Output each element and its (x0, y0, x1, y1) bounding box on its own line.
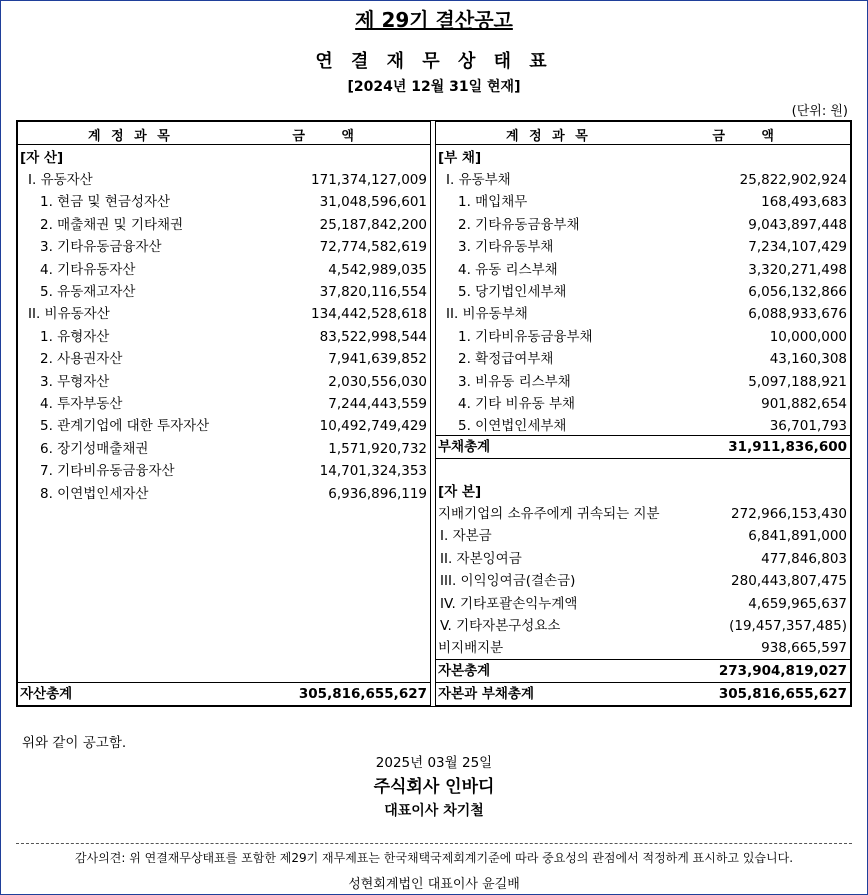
row-value: 10,492,749,429 (319, 418, 427, 435)
grand-total-value: 305,816,655,627 (718, 686, 847, 702)
row-label: I. 자본금 (440, 528, 492, 545)
table-row (436, 393, 850, 415)
notice-text: 위와 같이 공고함. (22, 735, 127, 751)
row-value: 6,088,933,676 (748, 306, 847, 323)
table-row (18, 460, 430, 482)
assets-total-row (18, 683, 430, 705)
row-label: 3. 기타유동금융자산 (40, 239, 162, 256)
table-row (436, 281, 850, 303)
assets-header (18, 122, 430, 145)
row-value: 1,571,920,732 (328, 440, 427, 457)
table-row (18, 281, 430, 303)
statement-title: 연 결 재 무 상 태 표 (315, 51, 553, 72)
row-label: 2. 매출채권 및 기타채권 (40, 216, 184, 233)
row-label: 4. 기타유동자산 (40, 261, 136, 278)
row-label: 5. 관계기업에 대한 투자자산 (40, 418, 210, 435)
table-row (436, 191, 850, 213)
row-label: 2. 사용권자산 (40, 351, 123, 368)
row-label: 2. 기타유동금융부채 (458, 216, 580, 233)
liabilities-total-row (436, 436, 850, 458)
table-row (18, 415, 430, 437)
row-value: 31,048,596,601 (319, 194, 427, 211)
row-label: 3. 비유동 리스부채 (458, 373, 571, 390)
table-row (18, 393, 430, 415)
row-label: IV. 기타포괄손익누계액 (440, 595, 578, 612)
row-label: 4. 투자부동산 (40, 396, 123, 412)
row-label: I. 유동부채 (446, 172, 511, 188)
row-value: 37,820,116,554 (319, 284, 427, 300)
row-label: 7. 기타비유동금융자산 (40, 463, 175, 480)
liabilities-section-label: [부 채] (438, 150, 482, 166)
amount-header: 금 액 (292, 129, 370, 144)
amount-header: 금 액 (712, 129, 790, 144)
row-value: 5,097,188,921 (748, 373, 847, 390)
row-label: 5. 유동재고자산 (40, 284, 136, 300)
table-row (436, 503, 850, 525)
row-value: 25,187,842,200 (319, 216, 427, 233)
unit-label: (단위: 원) (791, 104, 848, 119)
row-value: 6,841,891,000 (748, 528, 847, 545)
liabilities-header (436, 122, 850, 145)
table-row (18, 483, 430, 505)
assets-total-value: 305,816,655,627 (298, 686, 427, 702)
row-label: 지배기업의 소유주에게 귀속되는 지분 (438, 506, 660, 522)
row-value: 272,966,153,430 (731, 506, 847, 522)
row-value: 9,043,897,448 (748, 216, 847, 233)
dashed-divider (16, 843, 852, 844)
table-row (18, 236, 430, 258)
table-row (436, 637, 850, 659)
liabilities-total-bottom-divider (436, 458, 850, 459)
row-label: 8. 이연법인세자산 (40, 485, 149, 502)
liabilities-total-label: 부채총계 (438, 439, 491, 455)
row-value: 6,056,132,866 (748, 284, 847, 300)
row-label: I. 유동자산 (28, 172, 93, 188)
row-value: 36,701,793 (769, 418, 847, 435)
row-value: 4,659,965,637 (748, 595, 847, 612)
table-row (436, 214, 850, 236)
financial-statement-table (16, 120, 852, 707)
row-value: 72,774,582,619 (319, 239, 427, 256)
account-header: 계 정 과 목 (506, 129, 591, 144)
row-value: 3,320,271,498 (748, 261, 847, 278)
row-value: 10,000,000 (769, 328, 847, 345)
table-row (436, 236, 850, 258)
row-value: 938,665,597 (761, 640, 847, 657)
row-value: (19,457,357,485) (729, 618, 847, 634)
row-label: 1. 유형자산 (40, 328, 110, 345)
audit-opinion: 감사의견: 위 연결재무상태표를 포함한 제29기 재무제표는 한국채택국제회계기준에 따라 중요성의 관점에서 적정하게 표시하고 있습니다. (74, 851, 794, 865)
row-label: 6. 장기성매출채권 (40, 440, 149, 457)
row-label: 2. 확정급여부채 (458, 351, 554, 368)
row-label: II. 비유동자산 (28, 306, 110, 323)
table-row (436, 371, 850, 393)
table-row (436, 548, 850, 570)
row-value: 134,442,528,618 (311, 306, 427, 323)
row-label: 4. 유동 리스부채 (458, 261, 558, 278)
row-label: 비지배지분 (438, 640, 504, 657)
assets-section-label: [자 산] (20, 150, 64, 166)
row-label: 3. 무형자산 (40, 373, 110, 390)
row-value: 6,936,896,119 (328, 485, 427, 502)
assets-total-label: 자산총계 (20, 686, 73, 702)
row-label: 1. 기타비유동금융부채 (458, 328, 593, 345)
grand-total-label: 자본과 부채총계 (438, 686, 534, 702)
row-value: 901,882,654 (761, 396, 847, 412)
row-label: 5. 당기법인세부채 (458, 284, 567, 300)
row-value: 7,244,443,559 (328, 396, 427, 412)
table-row (436, 169, 850, 191)
table-row (18, 371, 430, 393)
table-row (18, 348, 430, 370)
row-value: 7,234,107,429 (748, 239, 847, 256)
row-label: 1. 현금 및 현금성자산 (40, 194, 171, 211)
table-row (436, 615, 850, 637)
table-row (436, 326, 850, 348)
row-value: 171,374,127,009 (311, 172, 427, 188)
table-row (18, 191, 430, 213)
row-value: 4,542,989,035 (328, 261, 427, 278)
table-row (18, 214, 430, 236)
ceo-name: 대표이사 차기철 (384, 803, 484, 819)
table-row (436, 348, 850, 370)
table-row (436, 570, 850, 592)
table-row (436, 525, 850, 547)
row-value: 25,822,902,924 (739, 172, 847, 188)
equity-total-label: 자본총계 (438, 663, 491, 679)
row-value: 2,030,556,030 (328, 373, 427, 390)
equity-total-value: 273,904,819,027 (718, 663, 847, 679)
auditor-name: 성현회계법인 대표이사 윤길배 (348, 877, 520, 892)
table-row (18, 326, 430, 348)
liabilities-total-value: 31,911,836,600 (728, 439, 847, 455)
row-label: III. 이익잉여금(결손금) (440, 573, 576, 590)
row-value: 7,941,639,852 (328, 351, 427, 368)
liabilities-equity-column (435, 121, 851, 706)
table-row (18, 438, 430, 460)
row-value: 43,160,308 (769, 351, 847, 368)
row-label: 1. 매입채무 (458, 194, 528, 211)
row-value: 280,443,807,475 (731, 573, 847, 590)
table-row (18, 169, 430, 191)
assets-column (17, 121, 431, 706)
table-row (18, 259, 430, 281)
row-label: 5. 이연법인세부채 (458, 418, 567, 435)
notice-title: 제 29기 결산공고 (355, 8, 513, 32)
table-row (436, 593, 850, 615)
equity-total-row (436, 660, 850, 682)
row-value: 83,522,998,544 (319, 328, 427, 345)
table-row (18, 303, 430, 325)
table-row (436, 303, 850, 325)
row-value: 14,701,324,353 (319, 463, 427, 480)
table-row (436, 259, 850, 281)
row-value: 168,493,683 (761, 194, 847, 211)
row-label: 4. 기타 비유동 부채 (458, 396, 576, 412)
company-name: 주식회사 인바디 (373, 777, 495, 797)
equity-section-label: [자 본] (438, 484, 482, 500)
as-of-date: [2024년 12월 31일 현재] (347, 79, 521, 95)
row-label: II. 자본잉여금 (440, 550, 522, 567)
grand-total-row (436, 683, 850, 705)
notice-date: 2025년 03월 25일 (375, 755, 493, 771)
row-label: II. 비유동부채 (446, 306, 528, 323)
row-label: V. 기타자본구성요소 (440, 618, 561, 634)
account-header: 계 정 과 목 (88, 129, 173, 144)
row-value: 477,846,803 (761, 550, 847, 567)
row-label: 3. 기타유동부채 (458, 239, 554, 256)
